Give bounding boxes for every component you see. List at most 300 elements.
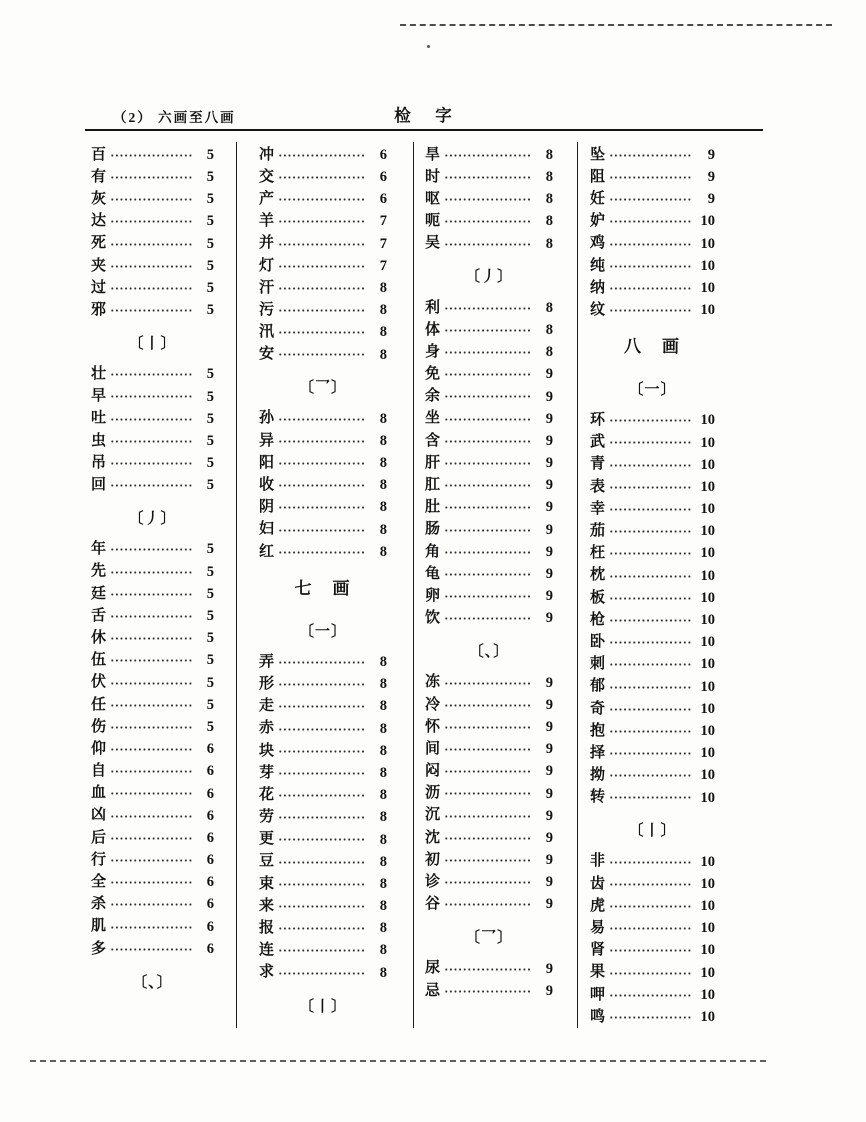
entry-page-number: 10 xyxy=(700,589,715,606)
dot-leader xyxy=(278,233,365,255)
index-entry xyxy=(425,211,553,233)
index-entry xyxy=(259,233,387,255)
dot-leader xyxy=(110,716,192,738)
dot-leader xyxy=(609,984,693,1006)
dot-leader xyxy=(278,851,365,873)
entry-character: 形 xyxy=(259,675,275,692)
radical-section-label: 〔乛〕 xyxy=(464,930,513,947)
dot-leader xyxy=(609,188,693,210)
index-entry xyxy=(425,585,553,607)
entry-character: 转 xyxy=(590,789,606,806)
entry-character: 灰 xyxy=(91,190,107,207)
dot-leader xyxy=(110,364,192,386)
dot-leader xyxy=(278,452,365,474)
entry-page-number: 5 xyxy=(206,674,214,691)
dot-leader xyxy=(444,563,531,585)
entry-character: 旱 xyxy=(425,146,441,163)
dot-leader xyxy=(444,694,531,716)
entry-character: 舌 xyxy=(91,607,107,624)
dot-leader xyxy=(444,386,531,408)
entry-page-number: 10 xyxy=(700,302,715,319)
index-entry xyxy=(590,211,715,233)
index-entry xyxy=(91,783,214,805)
dot-leader xyxy=(444,805,531,827)
dot-leader xyxy=(609,631,693,653)
entry-character: 妇 xyxy=(259,521,275,538)
entry-page-number: 8 xyxy=(379,499,387,516)
dot-leader xyxy=(444,364,531,386)
entry-character: 豆 xyxy=(259,853,275,870)
entry-page-number: 10 xyxy=(700,942,715,959)
dot-leader xyxy=(110,539,192,561)
entry-character: 交 xyxy=(259,168,275,185)
entry-character: 仰 xyxy=(91,740,107,757)
dot-leader xyxy=(609,565,693,587)
index-entry xyxy=(590,454,715,476)
index-entry xyxy=(590,520,715,542)
dot-leader xyxy=(110,827,192,849)
entry-page-number: 9 xyxy=(545,960,553,977)
dot-leader xyxy=(278,940,365,962)
index-entry xyxy=(91,144,214,166)
index-entry xyxy=(259,673,387,695)
dot-leader xyxy=(278,211,365,233)
dot-leader xyxy=(278,299,365,321)
index-entry xyxy=(259,474,387,496)
index-entry xyxy=(590,565,715,587)
entry-character: 汛 xyxy=(259,324,275,341)
index-entry xyxy=(91,650,214,672)
entry-character: 冷 xyxy=(425,696,441,713)
dot-leader xyxy=(278,322,365,344)
index-entry xyxy=(91,233,214,255)
entry-page-number: 8 xyxy=(379,742,387,759)
index-entry xyxy=(590,543,715,565)
entry-character: 块 xyxy=(259,742,275,759)
index-entry xyxy=(425,497,553,519)
dot-leader xyxy=(609,895,693,917)
entry-page-number: 10 xyxy=(700,875,715,892)
index-entry xyxy=(590,720,715,742)
entry-character: 奇 xyxy=(590,700,606,717)
entry-character: 抱 xyxy=(590,722,606,739)
radical-section-label: 〔一〕 xyxy=(628,382,677,398)
entry-character: 体 xyxy=(425,321,441,338)
dot-leader xyxy=(278,519,365,541)
entry-character: 吴 xyxy=(425,235,441,252)
entry-page-number: 9 xyxy=(545,718,553,735)
entry-page-number: 6 xyxy=(206,940,214,957)
dot-leader xyxy=(609,299,693,321)
entry-character: 收 xyxy=(259,477,275,494)
dot-leader xyxy=(444,783,531,805)
index-entry xyxy=(425,827,553,849)
entry-character: 先 xyxy=(91,563,107,580)
entry-character: 非 xyxy=(590,853,606,870)
index-entry xyxy=(91,561,214,583)
entry-page-number: 8 xyxy=(379,942,387,959)
index-entry xyxy=(259,718,387,740)
index-entry xyxy=(91,716,214,738)
entry-page-number: 10 xyxy=(700,412,715,429)
index-entry xyxy=(425,805,553,827)
entry-page-number: 10 xyxy=(700,257,715,274)
entry-character: 羊 xyxy=(259,213,275,230)
index-entry xyxy=(91,430,214,452)
entry-character: 邪 xyxy=(91,301,107,318)
entry-character: 并 xyxy=(259,235,275,252)
entry-page-number: 5 xyxy=(206,630,214,647)
index-entry xyxy=(425,894,553,916)
entry-character: 肝 xyxy=(425,454,441,471)
entry-character: 郁 xyxy=(590,678,606,695)
dot-leader xyxy=(609,498,693,520)
index-entry xyxy=(425,166,553,188)
entry-page-number: 8 xyxy=(379,853,387,870)
index-entry xyxy=(259,408,387,430)
entry-page-number: 8 xyxy=(379,831,387,848)
entry-page-number: 9 xyxy=(545,499,553,516)
entry-page-number: 10 xyxy=(700,986,715,1003)
entry-character: 赤 xyxy=(259,720,275,737)
radical-section-label: 〔丨〕 xyxy=(298,998,347,1015)
dot-leader xyxy=(110,761,192,783)
dot-leader xyxy=(110,805,192,827)
dot-leader xyxy=(278,497,365,519)
entry-page-number: 5 xyxy=(206,652,214,669)
dot-leader xyxy=(110,561,192,583)
entry-page-number: 5 xyxy=(206,696,214,713)
dot-leader xyxy=(444,827,531,849)
entry-page-number: 5 xyxy=(206,257,214,274)
index-entry xyxy=(259,497,387,519)
radical-section-label: 〔乛〕 xyxy=(298,380,347,397)
dot-leader xyxy=(278,962,365,984)
dot-leader xyxy=(110,849,192,871)
index-entry xyxy=(590,277,715,299)
entry-page-number: 5 xyxy=(206,213,214,230)
dot-leader xyxy=(278,344,365,366)
dot-leader xyxy=(110,583,192,605)
index-entry xyxy=(425,783,553,805)
entry-character: 身 xyxy=(425,343,441,360)
index-entry xyxy=(425,474,553,496)
dot-leader xyxy=(110,605,192,627)
index-entry xyxy=(590,940,715,962)
entry-page-number: 9 xyxy=(707,191,715,208)
dot-leader xyxy=(609,166,693,188)
dot-leader xyxy=(110,211,192,233)
entry-character: 后 xyxy=(91,829,107,846)
index-entry xyxy=(91,364,214,386)
entry-character: 伍 xyxy=(91,652,107,669)
entry-character: 阴 xyxy=(259,499,275,516)
entry-page-number: 10 xyxy=(700,213,715,230)
entry-page-number: 10 xyxy=(700,567,715,584)
entry-page-number: 8 xyxy=(379,964,387,981)
entry-character: 免 xyxy=(425,366,441,383)
entry-character: 芽 xyxy=(259,764,275,781)
stroke-count-header: 七 画 xyxy=(294,578,352,598)
entry-page-number: 8 xyxy=(379,543,387,560)
entry-page-number: 5 xyxy=(206,410,214,427)
entry-page-number: 10 xyxy=(700,634,715,651)
entry-page-number: 9 xyxy=(545,366,553,383)
entry-character: 武 xyxy=(590,434,606,451)
index-entry xyxy=(91,277,214,299)
dot-leader xyxy=(444,672,531,694)
index-entry xyxy=(91,166,214,188)
index-entry xyxy=(259,873,387,895)
index-entry xyxy=(425,563,553,585)
index-entry xyxy=(259,895,387,917)
entry-page-number: 9 xyxy=(707,146,715,163)
entry-character: 冻 xyxy=(425,674,441,691)
index-entry xyxy=(425,716,553,738)
dot-leader xyxy=(110,938,192,960)
entry-page-number: 9 xyxy=(545,696,553,713)
dot-leader xyxy=(444,871,531,893)
entry-page-number: 8 xyxy=(379,720,387,737)
entry-character: 束 xyxy=(259,875,275,892)
dot-leader xyxy=(110,738,192,760)
entry-character: 妒 xyxy=(590,213,606,230)
dot-leader xyxy=(609,144,693,166)
index-entry xyxy=(425,958,553,980)
index-entry xyxy=(590,962,715,984)
entry-page-number: 9 xyxy=(545,896,553,913)
index-entry xyxy=(425,871,553,893)
entry-page-number: 10 xyxy=(700,1009,715,1026)
entry-character: 连 xyxy=(259,942,275,959)
entry-page-number: 8 xyxy=(379,898,387,915)
entry-page-number: 5 xyxy=(206,608,214,625)
entry-page-number: 9 xyxy=(545,785,553,802)
dot-leader xyxy=(444,497,531,519)
dot-leader xyxy=(609,211,693,233)
dot-leader xyxy=(444,211,531,233)
index-entry xyxy=(259,696,387,718)
entry-character: 花 xyxy=(259,786,275,803)
index-entry xyxy=(91,627,214,649)
index-entry xyxy=(590,587,715,609)
entry-character: 虎 xyxy=(590,897,606,914)
radical-section-label: 〔丿〕 xyxy=(128,511,177,528)
dot-leader xyxy=(278,829,365,851)
entry-character: 劳 xyxy=(259,809,275,826)
index-entry xyxy=(91,188,214,210)
entry-page-number: 6 xyxy=(206,896,214,913)
dot-leader xyxy=(609,587,693,609)
entry-page-number: 5 xyxy=(206,563,214,580)
entry-character: 肛 xyxy=(425,477,441,494)
entry-page-number: 10 xyxy=(700,767,715,784)
scan-artifact-bottom-line xyxy=(30,1060,766,1062)
dot-leader xyxy=(278,188,365,210)
entry-page-number: 6 xyxy=(379,146,387,163)
entry-character: 行 xyxy=(91,851,107,868)
index-entry xyxy=(91,299,214,321)
index-entry xyxy=(259,917,387,939)
dot-leader xyxy=(609,962,693,984)
index-entry xyxy=(259,430,387,452)
index-entry xyxy=(590,410,715,432)
entry-page-number: 9 xyxy=(545,763,553,780)
entry-page-number: 8 xyxy=(545,235,553,252)
dot-leader xyxy=(444,608,531,630)
entry-character: 达 xyxy=(91,213,107,230)
dot-leader xyxy=(609,720,693,742)
dot-leader xyxy=(278,277,365,299)
entry-character: 呕 xyxy=(425,190,441,207)
index-entry xyxy=(259,807,387,829)
dot-leader xyxy=(278,740,365,762)
entry-character: 坐 xyxy=(425,410,441,427)
dot-leader xyxy=(278,430,365,452)
entry-character: 幸 xyxy=(590,500,606,517)
index-entry xyxy=(259,144,387,166)
page-header xyxy=(85,102,765,128)
index-entry xyxy=(259,962,387,984)
index-entry xyxy=(91,916,214,938)
entry-character: 余 xyxy=(425,388,441,405)
dot-leader xyxy=(278,166,365,188)
dot-leader xyxy=(278,144,365,166)
entry-character: 来 xyxy=(259,897,275,914)
index-entry xyxy=(590,873,715,895)
entry-character: 表 xyxy=(590,478,606,495)
entry-character: 纳 xyxy=(590,279,606,296)
entry-page-number: 10 xyxy=(700,656,715,673)
entry-character: 任 xyxy=(91,696,107,713)
entry-page-number: 6 xyxy=(206,763,214,780)
entry-page-number: 10 xyxy=(700,279,715,296)
entry-character: 齿 xyxy=(590,875,606,892)
entry-character: 纹 xyxy=(590,301,606,318)
entry-character: 壮 xyxy=(91,366,107,383)
entry-page-number: 9 xyxy=(707,169,715,186)
dot-leader xyxy=(110,233,192,255)
index-entry xyxy=(590,432,715,454)
index-entry xyxy=(590,144,715,166)
dot-leader xyxy=(278,784,365,806)
entry-character: 杀 xyxy=(91,896,107,913)
dot-leader xyxy=(110,386,192,408)
entry-page-number: 8 xyxy=(379,279,387,296)
radical-section-label: 〔、〕 xyxy=(468,644,510,661)
dot-leader xyxy=(444,761,531,783)
index-entry xyxy=(91,539,214,561)
entry-character: 肠 xyxy=(425,521,441,538)
dot-leader xyxy=(444,319,531,341)
dot-leader xyxy=(278,408,365,430)
entry-page-number: 5 xyxy=(206,388,214,405)
entry-page-number: 10 xyxy=(700,853,715,870)
dot-leader xyxy=(110,255,192,277)
dot-leader xyxy=(444,738,531,760)
entry-character: 茄 xyxy=(590,523,606,540)
index-entry xyxy=(590,676,715,698)
radical-section-label: 〔、〕 xyxy=(132,974,173,991)
index-entry xyxy=(590,654,715,676)
entry-character: 廷 xyxy=(91,585,107,602)
entry-page-number: 9 xyxy=(545,852,553,869)
entry-character: 诊 xyxy=(425,874,441,891)
dot-leader xyxy=(278,255,365,277)
dot-leader xyxy=(444,452,531,474)
dot-leader xyxy=(278,718,365,740)
dot-leader xyxy=(609,676,693,698)
index-column-3 xyxy=(414,142,578,1028)
entry-character: 冲 xyxy=(259,146,275,163)
entry-character: 全 xyxy=(91,874,107,891)
dot-leader xyxy=(609,233,693,255)
entry-page-number: 8 xyxy=(379,764,387,781)
dot-leader xyxy=(609,787,693,809)
entry-character: 年 xyxy=(91,541,107,558)
index-entry xyxy=(425,608,553,630)
index-entry xyxy=(259,255,387,277)
entry-character: 早 xyxy=(91,388,107,405)
entry-page-number: 10 xyxy=(700,745,715,762)
entry-page-number: 6 xyxy=(206,785,214,802)
scan-artifact-speck xyxy=(427,45,430,48)
entry-page-number: 5 xyxy=(206,718,214,735)
index-column-2 xyxy=(237,142,414,1028)
index-entry xyxy=(259,940,387,962)
index-entry xyxy=(425,849,553,871)
index-entry xyxy=(590,476,715,498)
index-entry xyxy=(259,740,387,762)
dot-leader xyxy=(609,851,693,873)
dot-leader xyxy=(444,297,531,319)
entry-character: 阳 xyxy=(259,454,275,471)
index-entry xyxy=(91,938,214,960)
index-entry xyxy=(259,299,387,321)
entry-character: 伤 xyxy=(91,718,107,735)
entry-page-number: 8 xyxy=(379,302,387,319)
dot-leader xyxy=(278,696,365,718)
entry-character: 求 xyxy=(259,964,275,981)
dot-leader xyxy=(110,672,192,694)
page-title: 检 字 xyxy=(394,106,456,125)
dot-leader xyxy=(278,895,365,917)
entry-character: 鸣 xyxy=(590,1008,606,1025)
entry-character: 吐 xyxy=(91,410,107,427)
index-entry xyxy=(590,984,715,1006)
dot-leader xyxy=(444,408,531,430)
radical-section-label: 〔一〕 xyxy=(298,623,347,640)
entry-page-number: 8 xyxy=(545,213,553,230)
entry-character: 沥 xyxy=(425,785,441,802)
dot-leader xyxy=(110,871,192,893)
index-entry xyxy=(91,738,214,760)
radical-section-label: 〔丨〕 xyxy=(128,336,177,352)
entry-page-number: 8 xyxy=(379,809,387,826)
index-entry xyxy=(425,386,553,408)
entry-page-number: 8 xyxy=(545,169,553,186)
entry-character: 纯 xyxy=(590,257,606,274)
dot-leader xyxy=(110,299,192,321)
entry-page-number: 10 xyxy=(700,434,715,451)
entry-character: 虫 xyxy=(91,432,107,449)
entry-character: 易 xyxy=(590,920,606,937)
index-entry xyxy=(91,761,214,783)
entry-character: 夹 xyxy=(91,257,107,274)
dot-leader xyxy=(444,166,531,188)
index-entry xyxy=(590,631,715,653)
index-entry xyxy=(259,541,387,563)
